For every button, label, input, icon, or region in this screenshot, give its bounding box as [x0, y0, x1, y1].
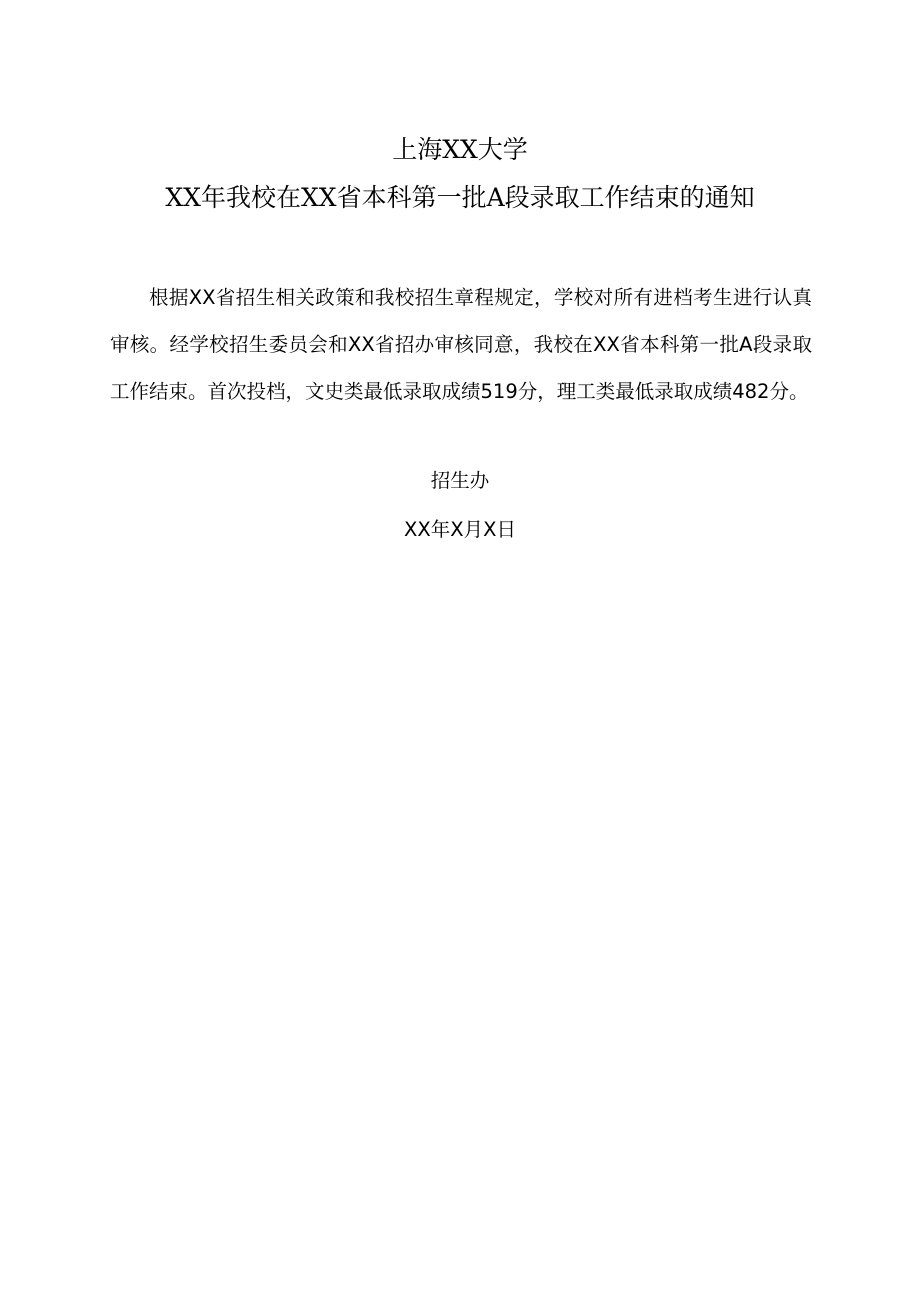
issue-date: XX年X月X日	[404, 518, 516, 541]
notice-title: XX年我校在XX省本科第一批A段录取工作结束的通知	[165, 183, 755, 212]
school-name-heading: 上海XX大学	[392, 135, 528, 164]
notice-body-paragraph: 根据XX省招生相关政策和我校招生章程规定，学校对所有进档考生进行认真审核。经学校招生委员会和XX省招办审核同意，我校在XX省本科第一批A段录取工作结束。首次投档，文史类最低录取成绩519分，理工类最低录取成绩482分。	[110, 286, 812, 403]
issuer-signature: 招生办	[430, 469, 490, 492]
